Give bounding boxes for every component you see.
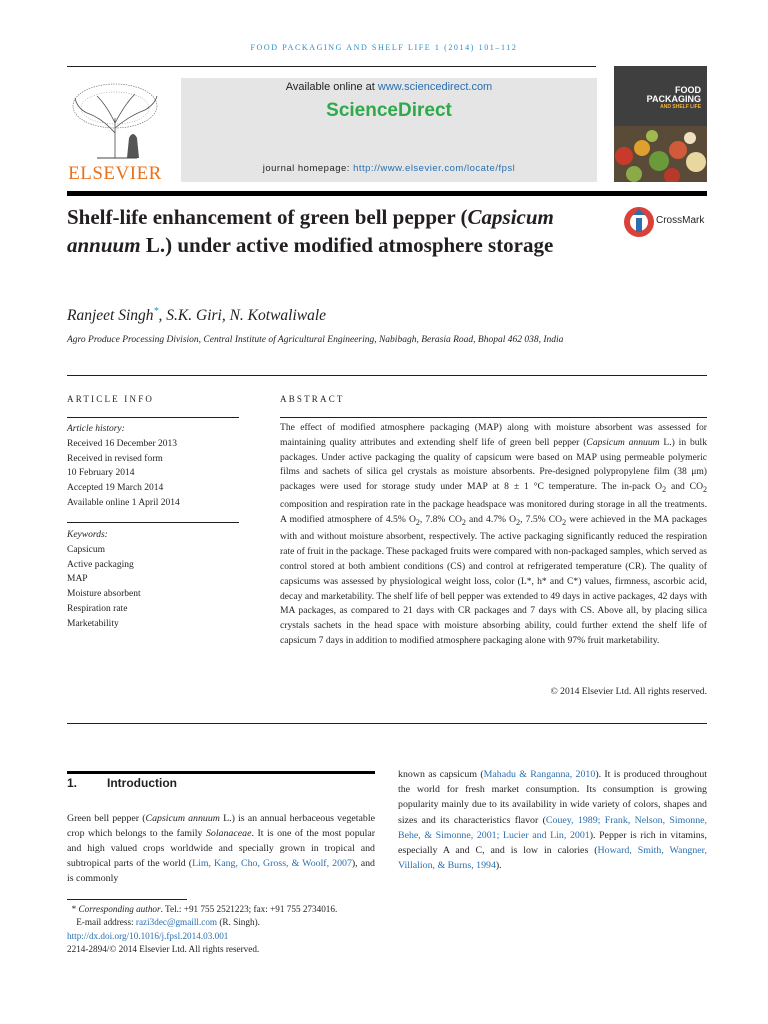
- title-part1: Shelf-life enhancement of green bell pepper (: [67, 205, 468, 229]
- author-first[interactable]: Ranjeet Singh: [67, 307, 154, 325]
- intro-paragraph-left: [67, 811, 375, 886]
- abstract-segment: were achieved in the MA packages with and without moisture absorbent, respectively. The active packaging significantly reduced the respiration rate of fruit in the package. These packaged fruits were compared with non-packaged samples, which served as control stored at both ambient conditions (CS) and control at refrigerated temperature (CR). The quality of capsicums was assessed by physiological weight loss, color (L*, h* and C*) values, firmness, ascorbic acid, decay and marketability. The shelf life of bell pepper was extended to 49 days in active packages, 42 days with MA packages, as compared to 21 days with CR packages and 7 days with CS. Above all, by placing silica crystals sachets in the head space with moisture absorbing ability, could further extend the shelf life of capsicum 7 days in addition to modified atmosphere packaging alone with 97% fruit marketability.: [280, 513, 707, 646]
- email-label: E-mail address:: [76, 917, 136, 928]
- section-rule: [67, 375, 707, 376]
- history-item: 10 February 2014: [67, 468, 135, 479]
- crossmark-label: CrossMark: [656, 215, 705, 226]
- abstract-heading: ABSTRACT: [280, 394, 345, 404]
- email-link[interactable]: razi3dec@gmaill.com: [135, 917, 218, 928]
- abstract-copyright: © 2014 Elsevier Ltd. All rights reserved.: [550, 686, 707, 697]
- keywords-label: Keywords:: [67, 530, 108, 540]
- doi-link[interactable]: http://dx.doi.org/10.1016/j.fpsl.2014.03.001: [67, 930, 229, 941]
- footnotes: [67, 903, 337, 957]
- email-note: [67, 916, 337, 929]
- footnote-rule: [67, 899, 187, 900]
- citation-link[interactable]: Lim, Kang, Cho, Gross, & Woolf, 2007: [192, 858, 352, 869]
- abstract-segment: The effect of modified atmosphere packaging (MAP) along with moisture absorbent was assessed for maintaining quality attributes and extending shelf life of green bell pepper (: [280, 422, 707, 448]
- corresponding-author-mark[interactable]: *: [153, 306, 159, 317]
- intro-section-number: 1.: [67, 776, 78, 790]
- history-item: Available online 1 April 2014: [67, 497, 180, 508]
- footnote-mark: *: [71, 904, 77, 914]
- citation-link[interactable]: Mahadu & Ranganna, 2010: [483, 769, 596, 780]
- keywords-rule: [67, 522, 239, 523]
- subscript: 2: [516, 517, 521, 527]
- cover-title-line2: PACKAGING: [646, 94, 701, 104]
- article-info-rule: [67, 417, 239, 418]
- subscript: 2: [703, 485, 707, 495]
- abstract-text: [280, 421, 707, 649]
- abstract-segment: , 7.8% CO: [419, 513, 462, 525]
- article-title: [67, 203, 587, 259]
- cover-subtitle: AND SHELF LIFE: [660, 104, 701, 110]
- crossmark-icon: [623, 205, 655, 239]
- sciencedirect-brand: ScienceDirect: [326, 100, 452, 121]
- abstract-segment: L.) in bulk packages. Under active packaging the quality of capsicum were based on MAP using permeable polymeric films and sachets of silica gel crystals as moisture absorbents. Pre-designed polypropylene film (38 μm) packages were used for storage study under MAP at 8 ± 1 °C temperature. The in-pack O: [280, 436, 708, 493]
- intro-text: Green bell pepper (: [67, 813, 146, 824]
- available-online-label: Available online at: [285, 81, 378, 93]
- subscript: 2: [461, 517, 466, 527]
- keyword-item: Marketability: [67, 618, 119, 629]
- journal-cover: [614, 66, 707, 182]
- sciencedirect-banner: [181, 78, 597, 182]
- intro-text: known as capsicum (: [398, 769, 484, 780]
- history-label: Article history:: [67, 424, 125, 434]
- issn-line: 2214-2894/© 2014 Elsevier Ltd. All rights reserved.: [67, 944, 260, 955]
- intro-text: ). It is produced throughout the world for fresh market consumption. Its consumption is growing popularity mainly due to its availability in wide variety of colors, shapes and sizes and its characteristics flavor (: [398, 769, 708, 826]
- affiliation: Agro Produce Processing Division, Central Institute of Agricultural Engineering, Nabibagh, Berasia Road, Bhopal 462 038, India: [67, 335, 564, 345]
- contact-numbers: . Tel.: +91 755 2521223; fax: +91 755 2734016.: [160, 904, 338, 914]
- title-part2: L.) under active modified atmosphere storage: [140, 233, 554, 257]
- intro-text: ). Pepper is rich in vitamins, especially A and C, and is low in calories (: [398, 829, 707, 857]
- elsevier-wordmark: ELSEVIER: [68, 163, 162, 184]
- intro-family: Solanaceae: [205, 828, 252, 839]
- authors-line: [67, 306, 326, 325]
- citation-link[interactable]: Couey, 1989; Frank, Nelson, Simonne, Behe, & Simonne, 2001; Lucier and Lin, 2001: [398, 814, 707, 841]
- abstract-species: Capsicum annuum: [586, 436, 660, 448]
- subscript: 2: [415, 517, 420, 527]
- crossmark-badge[interactable]: [623, 205, 709, 239]
- journal-homepage-label: journal homepage:: [262, 163, 354, 174]
- article-history: [67, 422, 180, 511]
- journal-homepage-link[interactable]: http://www.elsevier.com/locate/fpsl: [353, 163, 516, 174]
- keyword-item: Active packaging: [67, 559, 134, 570]
- authors-rest: , S.K. Giri, N. Kotwaliwale: [158, 307, 327, 325]
- intro-species: Capsicum annuum: [145, 813, 220, 824]
- citation-link[interactable]: Howard, Smith, Wangner, Villalion, & Burns, 1994: [398, 845, 708, 872]
- intro-section-title: Introduction: [107, 776, 177, 790]
- corresponding-label: Corresponding author: [78, 904, 161, 914]
- cover-produce-image: [614, 126, 707, 182]
- sciencedirect-link[interactable]: www.sciencedirect.com: [377, 81, 493, 93]
- keywords-list: [67, 528, 141, 632]
- history-item: Received 16 December 2013: [67, 438, 177, 449]
- abstract-segment: and 4.7% O: [465, 513, 517, 525]
- subscript: 2: [662, 485, 667, 495]
- keyword-item: Moisture absorbent: [67, 589, 141, 600]
- journal-homepage-line: [181, 163, 597, 174]
- section-rule: [67, 723, 707, 724]
- abstract-segment: composition and respiration rate in the package headspace was monitored during storage in all the treatments. A modified atmosphere of 4.5% O: [280, 498, 707, 525]
- history-item: Received in revised form: [67, 453, 163, 464]
- abstract-segment: and CO: [666, 481, 703, 493]
- email-suffix: (R. Singh).: [217, 917, 260, 928]
- top-rule: [67, 66, 596, 67]
- intro-paragraph-right: [398, 767, 707, 873]
- intro-text: ).: [495, 860, 502, 872]
- running-head: FOOD PACKAGING AND SHELF LIFE 1 (2014) 101–112: [250, 43, 518, 52]
- subscript: 2: [562, 517, 567, 527]
- intro-heading-rule: [67, 771, 375, 774]
- header-thick-rule: [67, 191, 707, 196]
- abstract-segment: , 7.5% CO: [520, 513, 563, 525]
- abstract-rule: [280, 417, 707, 418]
- intro-text: ), and is commonly: [67, 858, 375, 884]
- title-species: Capsicum annuum: [67, 205, 554, 257]
- keyword-item: Capsicum: [67, 544, 105, 555]
- available-online-line: [181, 81, 597, 93]
- keyword-item: Respiration rate: [67, 603, 128, 614]
- intro-text: L.) is an annual herbaceous vegetable crop which belongs to the family: [67, 813, 375, 839]
- intro-text: . It is one of the most popular and high valued crops worldwide and specially grown in tropical and subtropical parts of the world (: [67, 828, 375, 869]
- article-info-heading: ARTICLE INFO: [67, 394, 155, 404]
- history-item: Accepted 19 March 2014: [67, 483, 164, 494]
- cover-title: [647, 86, 701, 104]
- cover-title-line1: FOOD: [675, 85, 701, 95]
- keyword-item: MAP: [67, 574, 88, 585]
- corresponding-author-note: [67, 903, 337, 916]
